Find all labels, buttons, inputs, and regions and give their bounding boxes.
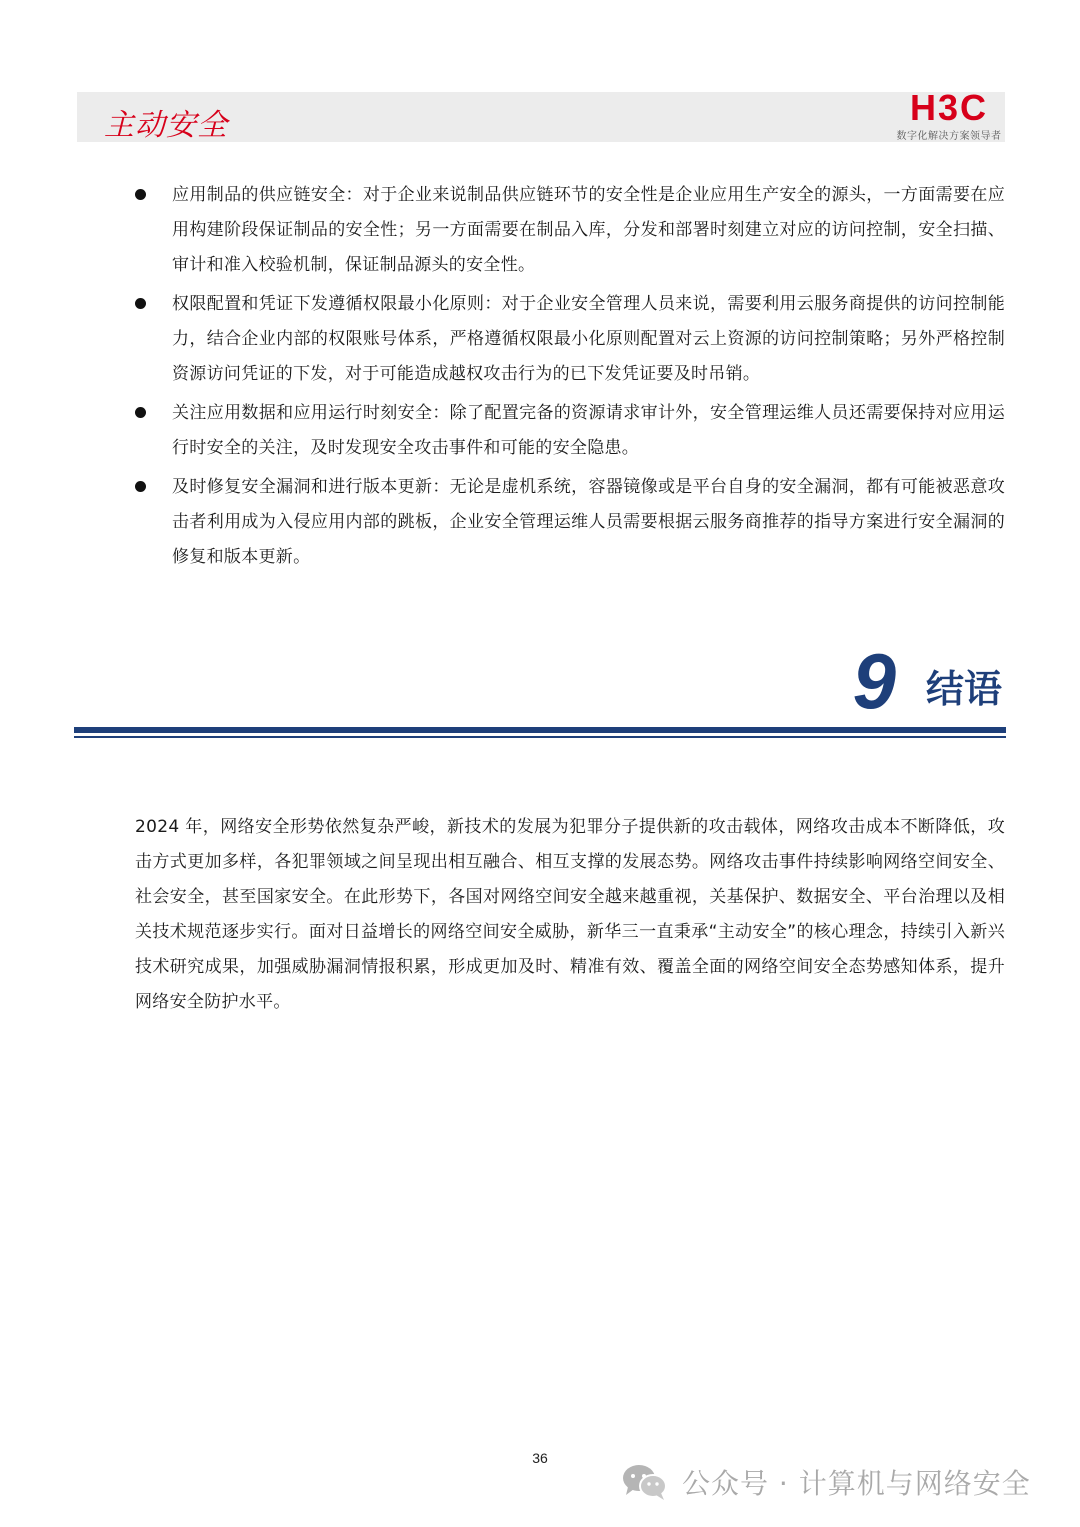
section-divider bbox=[74, 727, 1006, 733]
bullet-text: 权限配置和凭证下发遵循权限最小化原则：对于企业安全管理人员来说，需要利用云服务商提供的访问控制能力，结合企业内部的权限账号体系，严格遵循权限最小化原则配置对云上资源的访问控制策略；另外严格控制资源访问凭证的下发，对于可能造成越权攻击行为的已下发凭证要及时吊销。 bbox=[172, 294, 1005, 384]
bullet-dot-icon bbox=[135, 189, 146, 200]
conclusion-paragraph: 2024 年，网络安全形势依然复杂严峻，新技术的发展为犯罪分子提供新的攻击载体，网络攻击成本不断降低，攻击方式更加多样，各犯罪领域之间呈现出相互融合、相互支撑的发展态势。网络攻击事件持续影响网络空间安全、社会安全，甚至国家安全。在此形势下，各国对网络空间安全越来越重视，关基保护、数据安全、平台治理以及相关技术规范逐步实行。面对日益增长的网络空间安全威胁，新华三一直秉承“主动安全”的核心理念，持续引入新兴技术研究成果，加强威胁漏洞情报积累，形成更加及时、精准有效、覆盖全面的网络空间安全态势感知体系，提升网络安全防护水平。 bbox=[135, 817, 1005, 1012]
watermark-text: 公众号 · 计算机与网络安全 bbox=[682, 1467, 1031, 1500]
list-item bbox=[135, 396, 1005, 466]
section-number: 9 bbox=[852, 637, 896, 725]
bullet-text: 及时修复安全漏洞和进行版本更新：无论是虚机系统，容器镜像或是平台自身的安全漏洞，都有可能被恶意攻击者利用成为入侵应用内部的跳板，企业安全管理运维人员需要根据云服务商推荐的指导方案进行安全漏洞的修复和版本更新。 bbox=[172, 477, 1005, 567]
bullet-dot-icon bbox=[135, 407, 146, 418]
bullet-text: 应用制品的供应链安全：对于企业来说制品供应链环节的安全性是企业应用生产安全的源头，一方面需要在应用构建阶段保证制品的安全性；另一方面需要在制品入库，分发和部署时刻建立对应的访问控制，安全扫描、审计和准入校验机制，保证制品源头的安全性。 bbox=[172, 185, 1005, 275]
page-header-title: 主动安全 bbox=[104, 108, 228, 143]
page-number: 36 bbox=[532, 1450, 548, 1466]
wechat-icon bbox=[620, 1462, 670, 1502]
bullet-list bbox=[135, 178, 1005, 579]
list-item bbox=[135, 178, 1005, 283]
section-divider-thin bbox=[74, 736, 1006, 738]
bullet-dot-icon bbox=[135, 298, 146, 309]
logo-mark: H3C bbox=[909, 87, 989, 128]
bullet-dot-icon bbox=[135, 481, 146, 492]
bullet-text: 关注应用数据和应用运行时刻安全：除了配置完备的资源请求审计外，安全管理运维人员还需要保持对应用运行时安全的关注，及时发现安全攻击事件和可能的安全隐患。 bbox=[172, 403, 1005, 458]
h3c-logo bbox=[893, 87, 1005, 142]
watermark bbox=[620, 1462, 1031, 1502]
section-heading bbox=[852, 637, 1002, 725]
section-title: 结语 bbox=[925, 667, 1002, 711]
logo-tagline: 数字化解决方案领导者 bbox=[896, 131, 1002, 142]
list-item bbox=[135, 287, 1005, 392]
list-item bbox=[135, 470, 1005, 575]
